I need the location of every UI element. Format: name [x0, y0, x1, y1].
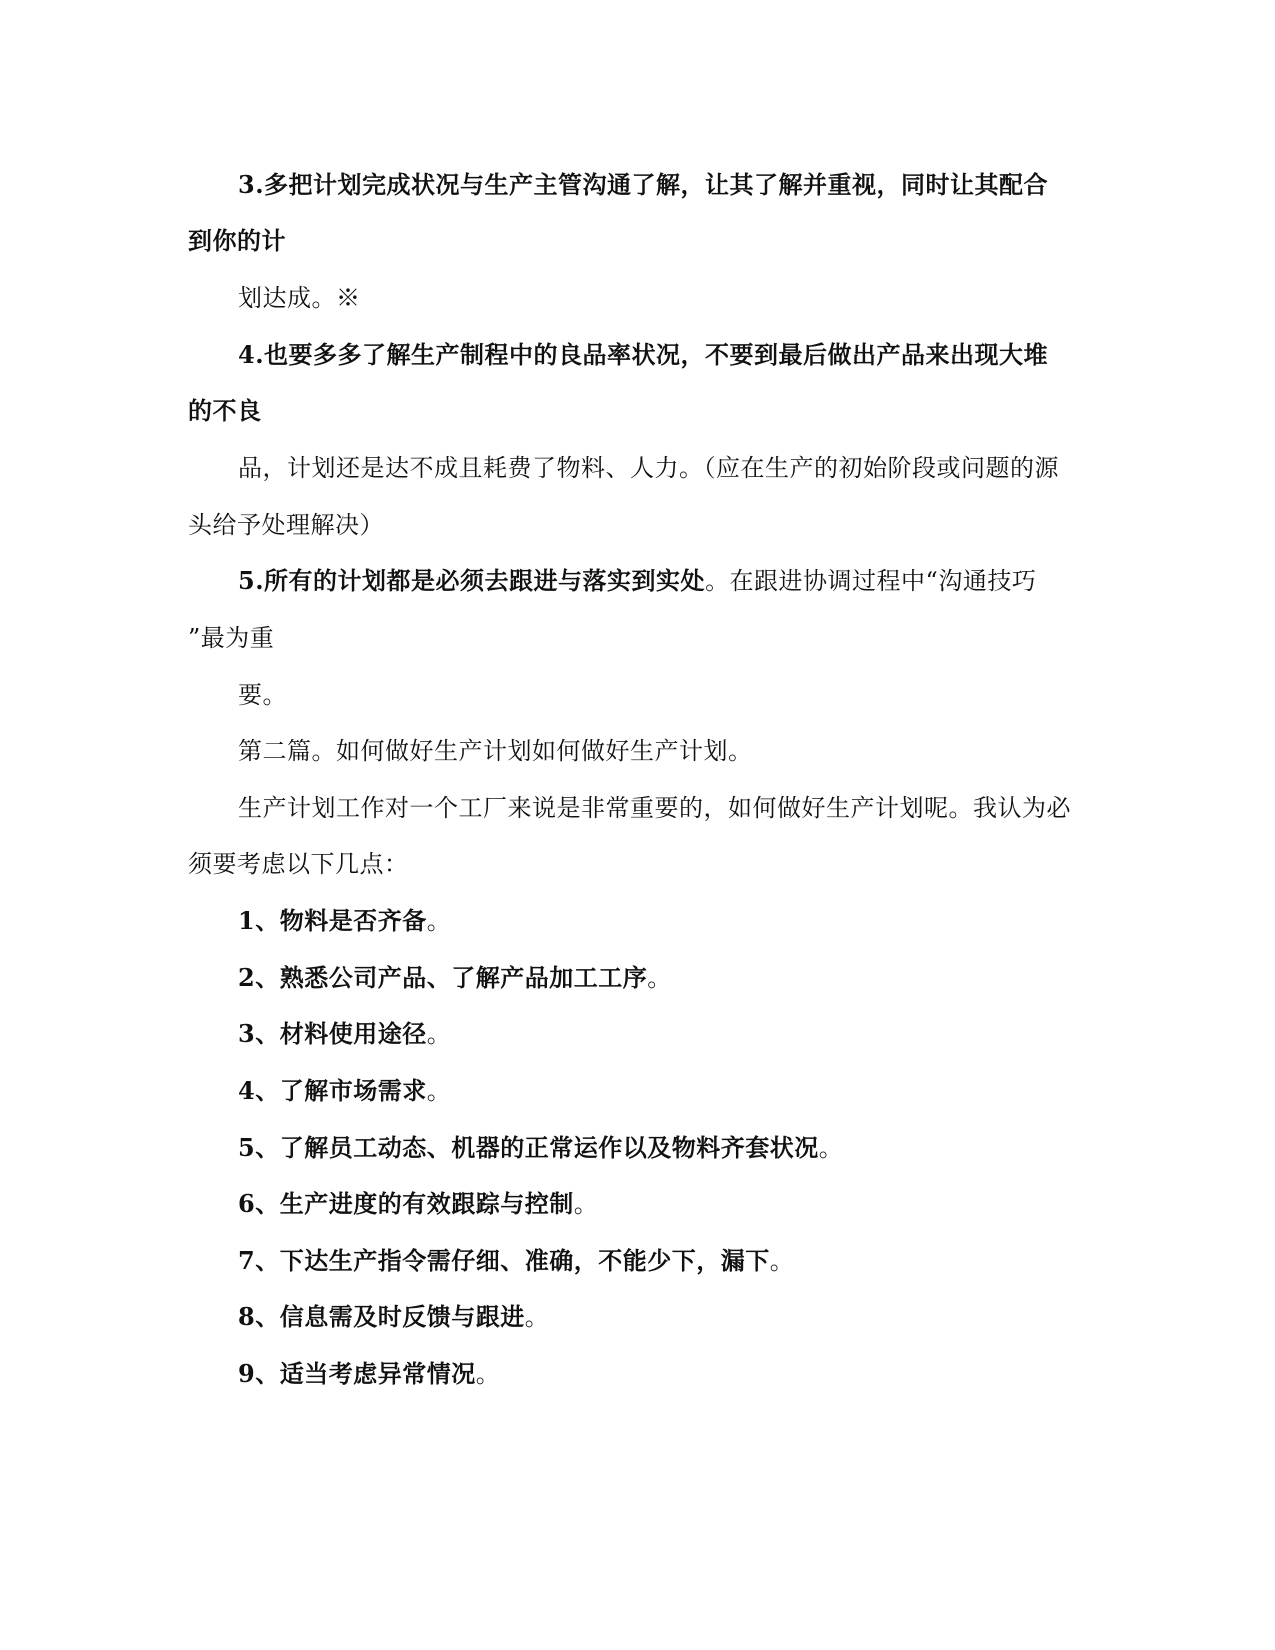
plain-text: 。: [475, 1360, 501, 1388]
paragraph-line: [238, 736, 753, 766]
bold-text: 7、下达生产指令需仔细、准确，不能少下，漏下: [238, 1246, 770, 1275]
paragraph-line: [238, 793, 1071, 823]
bold-text: 1、物料是否齐备: [238, 906, 427, 935]
paragraph-line: [188, 623, 274, 653]
list-item: [238, 1359, 500, 1389]
list-item: [238, 1076, 451, 1106]
paragraph-line: [238, 283, 361, 313]
plain-text: 生产计划工作对一个工厂来说是非常重要的，如何做好生产计划呢。我认为必: [238, 794, 1071, 822]
bold-text: 4.也要多多了解生产制程中的良品率状况，不要到最后做出产品来出现大堆: [238, 340, 1049, 369]
list-item: [238, 963, 672, 993]
bold-text: 9、适当考虑异常情况: [238, 1359, 476, 1388]
plain-text: 。: [426, 1020, 452, 1048]
paragraph-line: [238, 340, 1048, 370]
plain-text: 品，计划还是达不成且耗费了物料、人力。（应在生产的初始阶段或问题的源: [238, 454, 1059, 482]
bold-text: 8、信息需及时反馈与跟进: [238, 1302, 525, 1331]
list-item: [238, 1133, 843, 1163]
plain-text: 。: [524, 1303, 550, 1331]
plain-text: 。: [573, 1190, 599, 1218]
plain-text: 。: [647, 964, 672, 992]
plain-text: 第二篇。如何做好生产计划如何做好生产计划。: [238, 737, 753, 765]
plain-text: 要。: [238, 681, 287, 709]
bold-text: 3.多把计划完成状况与生产主管沟通了解，让其了解并重视，同时让其配合: [238, 170, 1049, 199]
plain-text: 。: [818, 1134, 844, 1162]
paragraph-line: [188, 226, 286, 256]
plain-text: 。在跟进协调过程中“沟通技巧: [705, 567, 1037, 595]
plain-text: 头给予处理解决）: [188, 511, 384, 539]
paragraph-line: [188, 396, 262, 426]
plain-text: ”最为重: [188, 624, 275, 652]
paragraph-line: [188, 849, 409, 879]
list-item: [238, 1019, 451, 1049]
plain-text: 划达成。※: [238, 284, 361, 312]
bold-text: 5.所有的计划都是必须去跟进与落实到实处: [238, 566, 706, 595]
paragraph-line: [238, 170, 1048, 200]
list-item: [238, 906, 451, 936]
list-item: [238, 1189, 598, 1219]
plain-text: 。: [769, 1247, 795, 1275]
bold-text: 的不良: [188, 396, 262, 425]
list-item: [238, 1246, 794, 1276]
bold-text: 到你的计: [188, 226, 286, 255]
plain-text: 须要考虑以下几点：: [188, 850, 409, 878]
bold-text: 6、生产进度的有效跟踪与控制: [238, 1189, 574, 1218]
bold-text: 5、了解员工动态、机器的正常运作以及物料齐套状况: [238, 1133, 819, 1162]
paragraph-line: [238, 566, 1036, 596]
bold-text: 3、材料使用途径: [238, 1019, 427, 1048]
plain-text: 。: [426, 907, 452, 935]
paragraph-line: [238, 680, 287, 710]
list-item: [238, 1302, 549, 1332]
bold-text: 2、熟悉公司产品、了解产品加工工序: [238, 963, 648, 992]
bold-text: 4、了解市场需求: [238, 1076, 427, 1105]
paragraph-line: [238, 453, 1059, 483]
plain-text: 。: [426, 1077, 452, 1105]
paragraph-line: [188, 510, 384, 540]
